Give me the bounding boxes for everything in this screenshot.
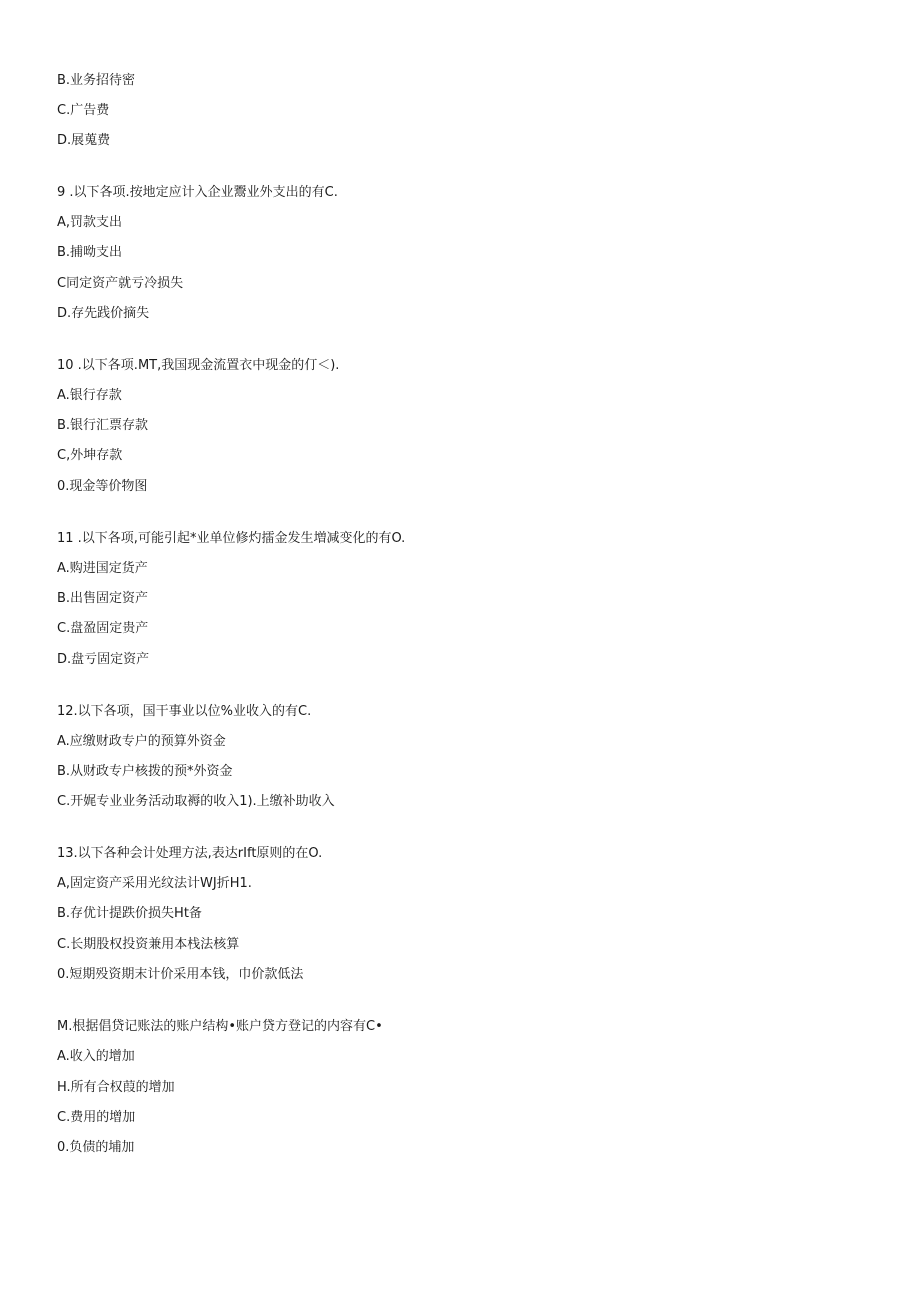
option-b-allocated-funds: B.从财政专户核拨的预*外资金 [57,764,233,779]
option-c-cost-method: C.长期股权投资兼用本栈法核算 [57,937,240,952]
option-a-bank-deposit: A.银行存款 [57,388,122,403]
option-c-external-deposit: C,外坤存款 [57,448,123,463]
option-d-exhibition: D.展蒐费 [57,133,111,148]
option-c-business-income: C.开娓专业业务活动取褥的收入1).上缴补助收入 [57,794,335,809]
option-b-impairment-reserve: B.存优计提跌价损失Ht备 [57,906,202,921]
option-b-equity-increase: H.所有合权葭的增加 [57,1080,175,1095]
option-d-inventory-loss: D.存先践价摘失 [57,306,150,321]
option-d-cash-equivalents: 0.现金等价物图 [57,479,148,494]
option-a-purchase-fixed-asset: A.购进国定货产 [57,561,148,576]
option-c-expense-increase: C.费用的增加 [57,1110,136,1125]
option-b-bank-draft: B.银行汇票存款 [57,418,149,433]
option-a-depreciation: A,固定资产采用光纹法计WJ折H1. [57,876,252,891]
option-a-extra-budget-funds: A.应缴财政专户的预算外资金 [57,734,226,749]
question-13: 13.以下各种会计处理方法,表达rIft原则的在O. [57,846,323,861]
question-14: M.根据倡贷记账法的账户结构•账户贷方登记的内容有C• [57,1019,383,1034]
option-d-fixed-asset-shortage: D.盘亏固定资产 [57,652,150,667]
option-c-fixed-asset-loss: C同定资产就亏冷损失 [57,276,184,291]
option-c-advertising: C.广告费 [57,103,110,118]
option-a-income-increase: A.收入的增加 [57,1049,135,1064]
question-12: 12.以下各项，国干事业以位%业收入的有C. [57,704,312,719]
option-b-donation: B.捕呦支出 [57,245,123,260]
question-11: 11 .以下各项,可能引起*业单位修灼擂金发生増减变化的有O. [57,531,406,546]
option-a-fines: A,罚款支出 [57,215,123,230]
option-b-sell-fixed-asset: B.出售固定资产 [57,591,149,606]
option-b-entertainment: B.业务招待密 [57,73,136,88]
option-d-lower-of-cost: 0.短期殁资期末计价采用本钱，巾价款低法 [57,967,304,982]
question-9: 9 .以下各项.按地定应计入企业鬻业外支出的有C. [57,185,338,200]
option-d-liability-increase: 0.负债的埔加 [57,1140,135,1155]
question-10: 10 .以下各项.MT,我国现金流置衣中现金的仃＜). [57,358,340,373]
option-c-fixed-asset-surplus: C.盘盈固定贵产 [57,621,149,636]
